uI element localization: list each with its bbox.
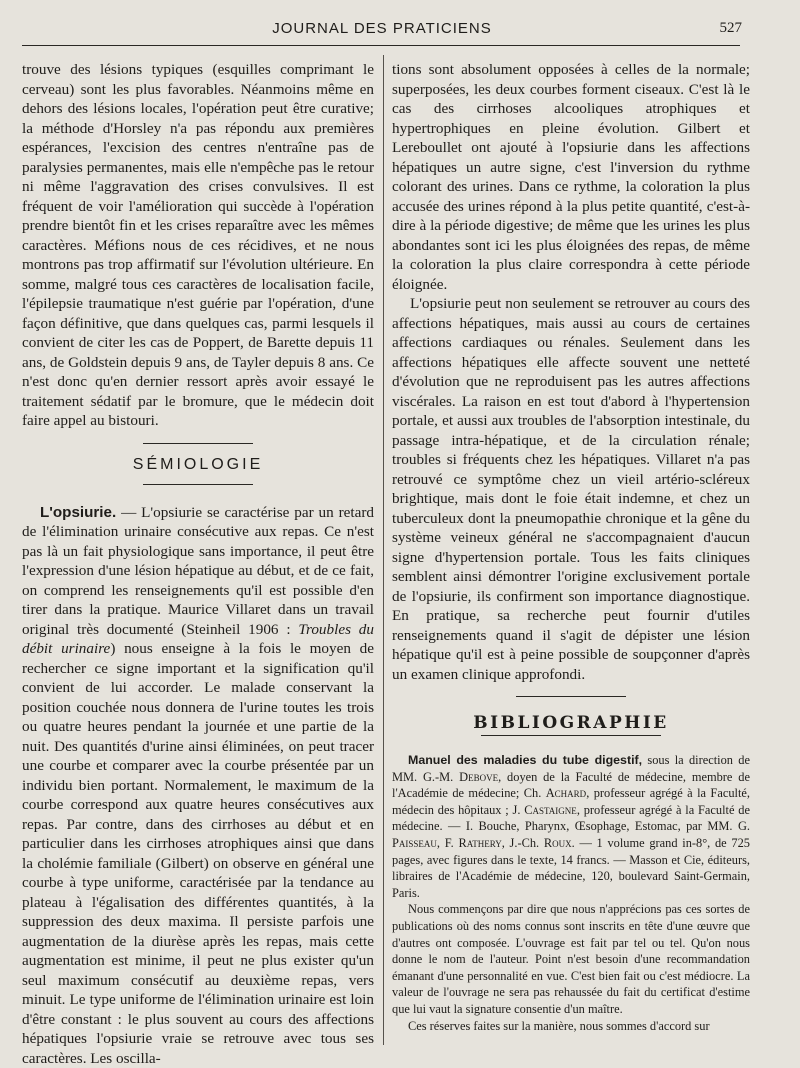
entry-text: , professeur agrégé à la Faculté, médecin des hôpitaux ; J. — [392, 786, 750, 817]
entry-text: , doyen de la Faculté de médecine, membre de l'Académie de médecine; Ch. — [392, 770, 750, 801]
section-rule-top — [143, 443, 253, 444]
entry-text: , J.-Ch. — [502, 836, 544, 850]
book-title: Manuel des maladies du tube digestif, — [408, 753, 642, 767]
entry-text: sous la direction de MM. G.-M. — [392, 753, 750, 784]
biblio-rule-bottom — [481, 735, 661, 736]
bibliography-entry — [392, 752, 750, 901]
left-column — [22, 60, 374, 1068]
opsiurie-text-b: ) nous enseigne à la fois le moyen de rechercher ce signe important et la signification qu'il convient de lui accorder. Le malade conservant la position couchée nous donnera de l'urine toutes les trois ou quatre heures pendant la journée et une partie de la nuit. Des quantités d'urine ainsi éliminées, on peut tracer une courbe et comparer avec la courbe présentée par un individu bien portant. Normalement, le maximum de la courbe correspond aux quatre heures consécutives aux repas. Par contre, dans des cirrhoses au début et en particulier dans les cirrhoses atrophiques ainsi que dans la cholémie familiale (Gilbert) on observe en général une courbe à type uniforme, caractérisée par la tendance au plateau à l'égalisation des différentes quantités, à la suppression des deux maxima. Il persiste parfois une augmentation de la diurèse après les repas, mais cette augmentation est minime, il peut ne plus exister qu'un seul maximum consécutif au deuxième repas, vers minuit. Le type uniforme de l'élimination urinaire est loin d'être constant : le plus souvent au cours des affections hépatiques l'opsiurie vraie se retrouve avec tous ses caractères. Les oscilla- — [22, 640, 374, 1067]
author-castaigne: Castaigne — [524, 803, 577, 817]
section-title-bibliographie: BIBLIOGRAPHIE — [392, 713, 750, 733]
author-roux: Roux — [544, 836, 572, 850]
section-title-semiologie: SÉMIOLOGIE — [22, 456, 374, 474]
header-rule — [22, 45, 740, 46]
paragraph-opsiurie — [22, 503, 374, 1068]
opsiurie-text-a: — L'opsiurie se caractérise par un retard de l'élimination urinaire consécutive aux repas. Ce n'est pas là un fait physiologique sans importance, il peut être l'expression d'une lésion hépatique au début, et de ce fait, on comprend les renseignements qu'il est possible d'en tirer dans la pratique. Maurice Villaret dans un travail original très documenté (Steinheil 1906 : — [22, 504, 374, 638]
entry-text: . — 1 volume grand in-8°, de 725 pages, avec figures dans le texte, 14 francs. — Masson et Cie, éditeurs, libraires de l'Académie de médecine, 120, boulevard Saint-Germain, Paris. — [392, 836, 750, 900]
page-number: 527 — [720, 20, 743, 37]
journal-title: JOURNAL DES PRATICIENS — [22, 20, 742, 37]
entry-text: , professeur agrégé à la Faculté de médecine. — I. Bouche, Pharynx, Œsophage, Estomac, par MM. G. — [392, 803, 750, 834]
author-paisseau: Paisseau — [392, 836, 437, 850]
cited-work-title: Troubles du débit urinaire — [22, 621, 374, 658]
run-in-heading: L'opsiurie. — [40, 504, 116, 521]
right-column — [392, 60, 750, 1034]
author-achard: Achard — [546, 786, 586, 800]
paragraph-epilepsy-surgery: trouve des lésions typiques (esquilles comprimant le cerveau) sont les plus favorables. Néanmoins même en dehors des lésions locales, l'opération peut être curative; la méthode d'Horsley n'a pas répondu aux premières espérances, l'excision des centres n'entraîne pas de paralysies permanentes, mais elle n'empêche pas le retour ni même l'aggravation des crises convulsives. Il est fréquent de voir l'amélioration qui succède à l'opération prendre bientôt fin et les crises reparaître avec les mêmes caractères. Méfions nous de ces récidives, et ne nous montrons pas trop affirmatif sur l'évolution ultérieure. En somme, malgré tous ces caractères de localisation facile, l'épilepsie traumatique n'est guérie par l'opération, d'une façon définitive, que dans quelques cas, parmi lesquels il convient de citer les cas de Poppert, de Barette depuis 11 ans, de Goldstein depuis 9 ans, de Tayler depuis 8 ans. Ce n'est donc qu'en dernier ressort après avoir essayé le traitement sédatif par le bromure, que le médecin doit faire appel au bistouri. — [22, 60, 374, 431]
running-header — [22, 20, 742, 42]
review-paragraph-continued: Ces réserves faites sur la manière, nous sommes d'accord sur — [392, 1018, 750, 1035]
entry-text: , F. — [437, 836, 459, 850]
paragraph-hepatic-origin: L'opsiurie peut non seulement se retrouver au cours des affections hépatiques, mais aussi au cours de certaines affections cardiaques ou rénales. Seulement dans les affections hépatiques elle affecte souvent une netteté d'évolution que ne reproduisent pas les autres affections viscérales. La raison en est tout d'abord à l'hypertension portale, et aussi aux troubles de l'absorption intestinale, du passage intra-hépatique, et de la circulation rénale; troubles si fréquents chez les hépatiques. Villaret n'a pas retrouvé ce symptôme chez un vieil artério-scléreux brightique, mais dont le foie était indemne, et chez un tuberculeux dont la pneumopathie chronique et la gêne du système veineux général ne s'accompagnaient d'aucun signe d'hypertension portale. Tous les faits cliniques semblent ainsi démontrer l'origine exclusivement portale de l'opsiurie, ils confirment son importance diagnostique. En pratique, sa recherche peut fournir d'utiles renseignements quand il s'agit de dépister une lésion hépatique qu'il est à peine possible de soupçonner d'après un examen clinique approfondi. — [392, 294, 750, 684]
author-debove: Debove — [459, 770, 498, 784]
paragraph-oscillations: tions sont absolument opposées à celles de la normale; superposées, les deux courbes forment ciseaux. C'est là le cas des cirrhoses alcooliques atrophiques et hypertrophiques en pleine évolution. Gilbert et Lereboullet ont ajouté à l'opsiurie dans les affections hépatiques un autre signe, c'est l'inversion du rythme colorant des urines. Dans ce rythme, la coloration la plus accusée des urines répond à la plus petite quantité, c'est-à-dire à la période digestive; de même que les urines les plus abondantes sont ici les plus éloignées des repas, de même la coloration la plus claire correspondra à cette période éloignée. — [392, 60, 750, 294]
section-rule-bottom — [143, 484, 253, 485]
author-rathery: Rathery — [458, 836, 501, 850]
biblio-rule-top — [516, 696, 626, 697]
review-paragraph: Nous commençons par dire que nous n'apprécions pas ces sortes de publications où des noms connus sont inscrits en tête d'une œuvre que d'autres ont composée. L'ouvrage est fait par tel ou tel. Qu'on nous donne le nom de l'auteur. Point n'est besoin d'une recommandation émanant d'une personnalité en vue. C'est bien fait ou c'est médiocre. La valeur de l'ouvrage ne sera pas rehaussée du fait du certificat d'estime que lui vaut la signature consentie d'un maître. — [392, 901, 750, 1017]
column-divider — [383, 55, 384, 1045]
